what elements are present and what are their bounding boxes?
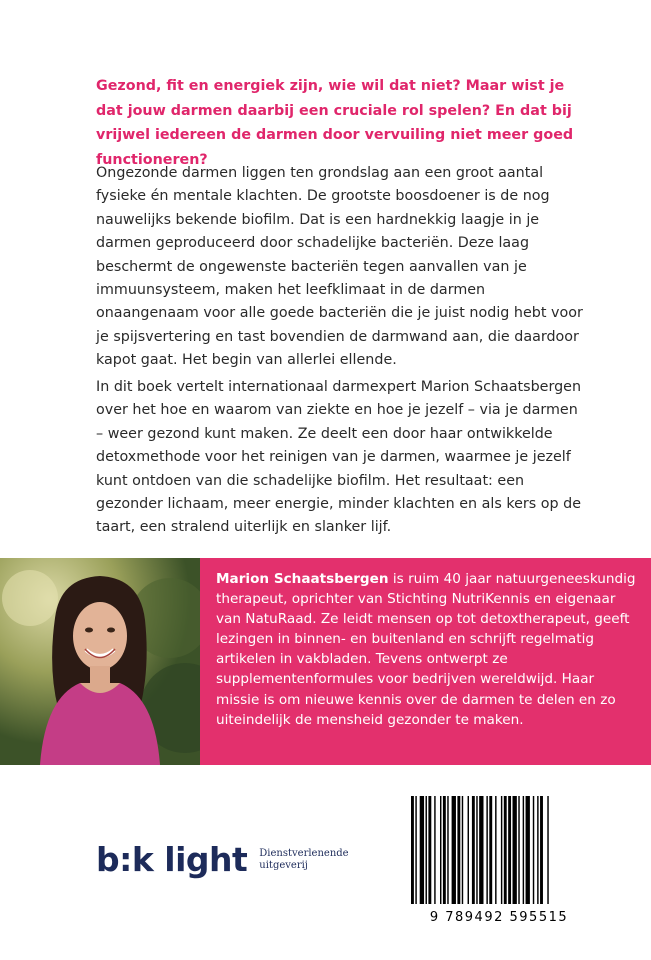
barcode-bars	[411, 796, 587, 904]
barcode-bar	[411, 796, 414, 904]
barcode-bar	[518, 796, 519, 904]
author-bio-text: is ruim 40 jaar natuurgeneeskundig therapeut, oprichter van Stichting NutriKennis en eigenaar van NatuRaad. Ze leidt mensen op tot detoxtherapeut, geeft lezingen in binnen- en buitenland en schrijft regelmatig artikelen in vakbladen. Tevens ontwerpt ze supplementenformules voor bedrijven wereldwijd. Haar missie is om nieuwe kennis over de darmen te delen en zo uiteindelijk de mensheid gezonder te maken.	[216, 571, 636, 728]
barcode	[411, 796, 587, 936]
barcode-bar	[452, 796, 456, 904]
barcode-bar	[420, 796, 424, 904]
barcode-bar	[426, 796, 427, 904]
barcode-bar	[468, 796, 469, 904]
barcode-bar	[476, 796, 477, 904]
body-paragraph-2: In dit boek vertelt internationaal darmexpert Marion Schaatsbergen over het hoe en waarom van ziekte en hoe je jezelf – via je darmen – weer gezond kunt maken. Ze deelt een door haar ontwikkelde detoxmethode voor het reinigen van je darmen, waarmee je jezelf kunt ontdoen van die schadelijke biofilm. Het resultaat: een gezonder lichaam, meer energie, minder klachten en als kers op de taart, een stralend uiterlijk en slanker lijf.	[96, 379, 582, 536]
publisher-tagline	[259, 848, 348, 872]
barcode-bar	[434, 796, 435, 904]
author-photo	[0, 558, 200, 765]
author-band	[0, 558, 651, 765]
body-paragraph-1: Ongezonde darmen liggen ten grondslag aan een groot aantal fysieke én mentale klachten. De grootste boosdoener is de nog nauwelijks bekende biofilm. Dat is een hardnekkig laagje in je darmen geproduceerd door schadelijke bacteriën. Deze laag beschermt de ongewenste bacteriën tegen aanvallen van je immuunsysteem, maken het leefklimaat in de darmen onaangenaam voor alle goede bacteriën die je juist nodig hebt voor je spijsvertering en tast bovendien de darmwand aan, die daardoor kapot gaat. Het begin van allerlei ellende.	[96, 165, 583, 369]
barcode-bar	[495, 796, 496, 904]
publisher-tagline-line-2: uitgeverij	[259, 859, 308, 871]
author-name: Marion Schaatsbergen	[216, 571, 389, 587]
barcode-bar	[457, 796, 460, 904]
barcode-bar	[489, 796, 492, 904]
barcode-bar	[504, 796, 507, 904]
barcode-bar	[523, 796, 524, 904]
barcode-bar	[486, 796, 487, 904]
barcode-bar	[526, 796, 530, 904]
barcode-bar	[440, 796, 441, 904]
barcode-bar	[447, 796, 448, 904]
barcode-bar	[462, 796, 463, 904]
author-bio-panel	[200, 558, 651, 765]
publisher-logo	[96, 840, 349, 879]
barcode-bar	[479, 796, 483, 904]
barcode-bar	[501, 796, 502, 904]
barcode-bar	[547, 796, 548, 904]
author-portrait-illustration	[0, 558, 200, 765]
barcode-bar	[537, 796, 538, 904]
barcode-bar	[443, 796, 446, 904]
barcode-bar	[428, 796, 431, 904]
barcode-bar	[533, 796, 534, 904]
barcode-bar	[472, 796, 475, 904]
author-bio	[216, 569, 640, 730]
publisher-logo-mark: b:k light	[96, 840, 248, 879]
barcode-bar	[415, 796, 416, 904]
isbn-number: 9 789492 595515	[429, 910, 569, 925]
barcode-bar	[508, 796, 511, 904]
publisher-tagline-line-1: Dienstverlenende	[259, 847, 349, 859]
barcode-bar	[540, 796, 543, 904]
intro-text: Gezond, fit en energiek zijn, wie wil dat niet? Maar wist je dat jouw darmen daarbij een cruciale rol spelen? En dat bij vrijwel iedereen de darmen door vervuiling niet meer goed functioneren?	[96, 78, 574, 168]
barcode-bar	[513, 796, 517, 904]
